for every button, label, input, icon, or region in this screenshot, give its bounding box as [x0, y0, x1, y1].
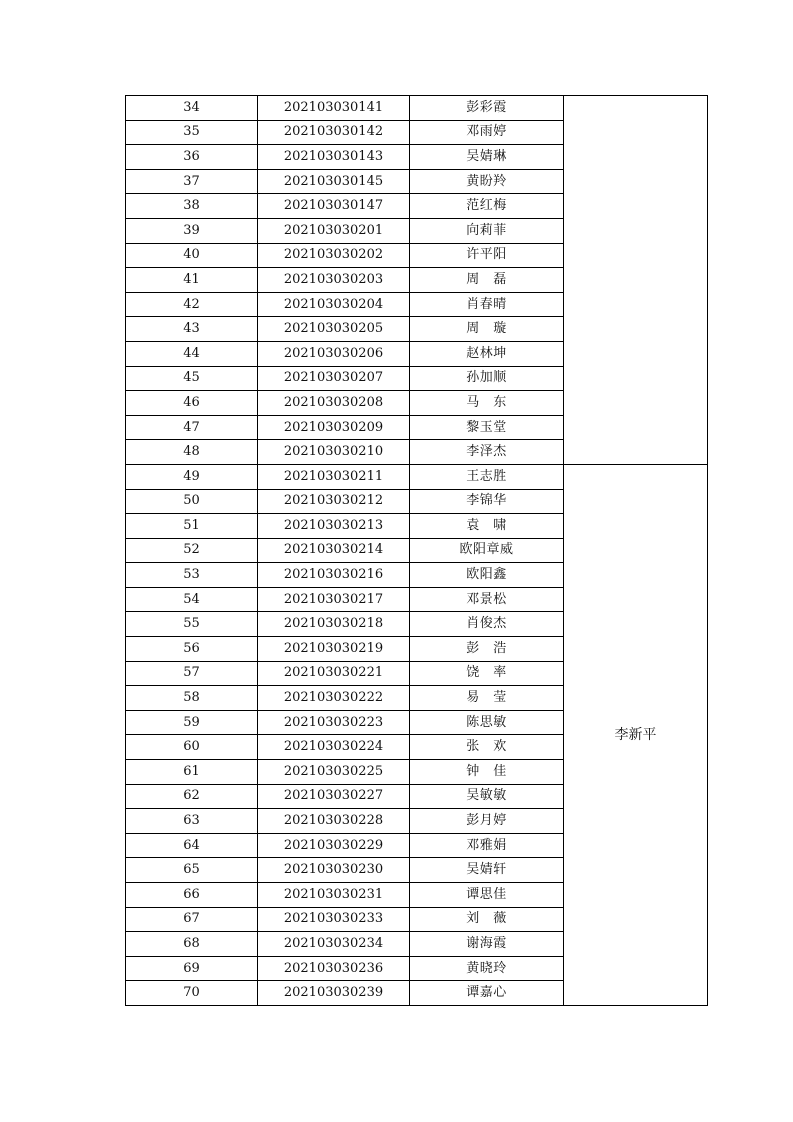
- student-id-cell: 202103030217: [258, 587, 410, 612]
- student-id-cell: 202103030224: [258, 735, 410, 760]
- student-id-cell: 202103030213: [258, 514, 410, 539]
- row-number-cell: 65: [126, 858, 258, 883]
- row-number-cell: 55: [126, 612, 258, 637]
- student-name-cell: 王志胜: [410, 464, 564, 489]
- row-number-cell: 40: [126, 243, 258, 268]
- row-number-cell: 67: [126, 907, 258, 932]
- student-id-cell: 202103030223: [258, 710, 410, 735]
- row-number-cell: 69: [126, 956, 258, 981]
- student-id-cell: 202103030214: [258, 538, 410, 563]
- student-name-cell: 谭思佳: [410, 883, 564, 908]
- student-name-cell: 饶 率: [410, 661, 564, 686]
- student-name-cell: 邓雅娟: [410, 833, 564, 858]
- row-number-cell: 58: [126, 686, 258, 711]
- row-number-cell: 38: [126, 194, 258, 219]
- student-id-cell: 202103030234: [258, 932, 410, 957]
- row-number-cell: 66: [126, 883, 258, 908]
- student-id-cell: 202103030218: [258, 612, 410, 637]
- student-id-cell: 202103030231: [258, 883, 410, 908]
- student-id-cell: 202103030209: [258, 415, 410, 440]
- row-number-cell: 48: [126, 440, 258, 465]
- supervisor-cell: [564, 96, 708, 465]
- row-number-cell: 62: [126, 784, 258, 809]
- student-name-cell: 赵林坤: [410, 341, 564, 366]
- row-number-cell: 70: [126, 981, 258, 1006]
- student-id-cell: 202103030143: [258, 145, 410, 170]
- student-name-cell: 黄盼羚: [410, 169, 564, 194]
- row-number-cell: 60: [126, 735, 258, 760]
- student-name-cell: 周 璇: [410, 317, 564, 342]
- row-number-cell: 37: [126, 169, 258, 194]
- row-number-cell: 42: [126, 292, 258, 317]
- row-number-cell: 41: [126, 268, 258, 293]
- student-id-cell: 202103030204: [258, 292, 410, 317]
- student-name-cell: 陈思敏: [410, 710, 564, 735]
- row-number-cell: 39: [126, 218, 258, 243]
- table-row: [126, 464, 708, 489]
- roster-body: [126, 96, 708, 1006]
- student-roster-table: [125, 95, 708, 1006]
- student-name-cell: 袁 啸: [410, 514, 564, 539]
- student-name-cell: 李锦华: [410, 489, 564, 514]
- student-id-cell: 202103030210: [258, 440, 410, 465]
- student-name-cell: 刘 薇: [410, 907, 564, 932]
- row-number-cell: 44: [126, 341, 258, 366]
- row-number-cell: 43: [126, 317, 258, 342]
- student-id-cell: 202103030227: [258, 784, 410, 809]
- student-id-cell: 202103030239: [258, 981, 410, 1006]
- student-name-cell: 邓景松: [410, 587, 564, 612]
- student-id-cell: 202103030147: [258, 194, 410, 219]
- student-name-cell: 范红梅: [410, 194, 564, 219]
- row-number-cell: 63: [126, 809, 258, 834]
- student-name-cell: 周 磊: [410, 268, 564, 293]
- student-name-cell: 欧阳鑫: [410, 563, 564, 588]
- student-name-cell: 黄晓玲: [410, 956, 564, 981]
- student-id-cell: 202103030212: [258, 489, 410, 514]
- student-id-cell: 202103030228: [258, 809, 410, 834]
- student-name-cell: 钟 佳: [410, 760, 564, 785]
- row-number-cell: 36: [126, 145, 258, 170]
- row-number-cell: 56: [126, 637, 258, 662]
- row-number-cell: 46: [126, 391, 258, 416]
- student-name-cell: 彭月婷: [410, 809, 564, 834]
- row-number-cell: 61: [126, 760, 258, 785]
- row-number-cell: 57: [126, 661, 258, 686]
- student-name-cell: 张 欢: [410, 735, 564, 760]
- supervisor-cell: 李新平: [564, 464, 708, 1005]
- student-id-cell: 202103030201: [258, 218, 410, 243]
- student-id-cell: 202103030202: [258, 243, 410, 268]
- student-name-cell: 邓雨婷: [410, 120, 564, 145]
- row-number-cell: 51: [126, 514, 258, 539]
- student-id-cell: 202103030221: [258, 661, 410, 686]
- student-id-cell: 202103030141: [258, 96, 410, 121]
- student-id-cell: 202103030225: [258, 760, 410, 785]
- student-name-cell: 肖俊杰: [410, 612, 564, 637]
- student-name-cell: 吴婧轩: [410, 858, 564, 883]
- student-name-cell: 向莉菲: [410, 218, 564, 243]
- row-number-cell: 45: [126, 366, 258, 391]
- student-name-cell: 许平阳: [410, 243, 564, 268]
- student-id-cell: 202103030208: [258, 391, 410, 416]
- student-id-cell: 202103030211: [258, 464, 410, 489]
- row-number-cell: 52: [126, 538, 258, 563]
- student-id-cell: 202103030229: [258, 833, 410, 858]
- row-number-cell: 35: [126, 120, 258, 145]
- student-id-cell: 202103030219: [258, 637, 410, 662]
- student-id-cell: 202103030233: [258, 907, 410, 932]
- row-number-cell: 34: [126, 96, 258, 121]
- student-id-cell: 202103030145: [258, 169, 410, 194]
- row-number-cell: 68: [126, 932, 258, 957]
- row-number-cell: 59: [126, 710, 258, 735]
- student-id-cell: 202103030216: [258, 563, 410, 588]
- student-name-cell: 谭嘉心: [410, 981, 564, 1006]
- student-name-cell: 孙加顺: [410, 366, 564, 391]
- student-id-cell: 202103030230: [258, 858, 410, 883]
- student-id-cell: 202103030205: [258, 317, 410, 342]
- student-name-cell: 马 东: [410, 391, 564, 416]
- student-id-cell: 202103030236: [258, 956, 410, 981]
- student-id-cell: 202103030207: [258, 366, 410, 391]
- student-id-cell: 202103030222: [258, 686, 410, 711]
- student-name-cell: 肖春晴: [410, 292, 564, 317]
- student-id-cell: 202103030203: [258, 268, 410, 293]
- row-number-cell: 47: [126, 415, 258, 440]
- student-name-cell: 谢海霞: [410, 932, 564, 957]
- student-id-cell: 202103030142: [258, 120, 410, 145]
- student-id-cell: 202103030206: [258, 341, 410, 366]
- student-name-cell: 彭 浩: [410, 637, 564, 662]
- row-number-cell: 53: [126, 563, 258, 588]
- student-name-cell: 欧阳章威: [410, 538, 564, 563]
- student-name-cell: 黎玉堂: [410, 415, 564, 440]
- row-number-cell: 50: [126, 489, 258, 514]
- row-number-cell: 64: [126, 833, 258, 858]
- row-number-cell: 54: [126, 587, 258, 612]
- student-name-cell: 吴婧琳: [410, 145, 564, 170]
- student-name-cell: 吴敏敏: [410, 784, 564, 809]
- row-number-cell: 49: [126, 464, 258, 489]
- student-name-cell: 李泽杰: [410, 440, 564, 465]
- student-name-cell: 彭彩霞: [410, 96, 564, 121]
- student-name-cell: 易 莹: [410, 686, 564, 711]
- table-row: [126, 96, 708, 121]
